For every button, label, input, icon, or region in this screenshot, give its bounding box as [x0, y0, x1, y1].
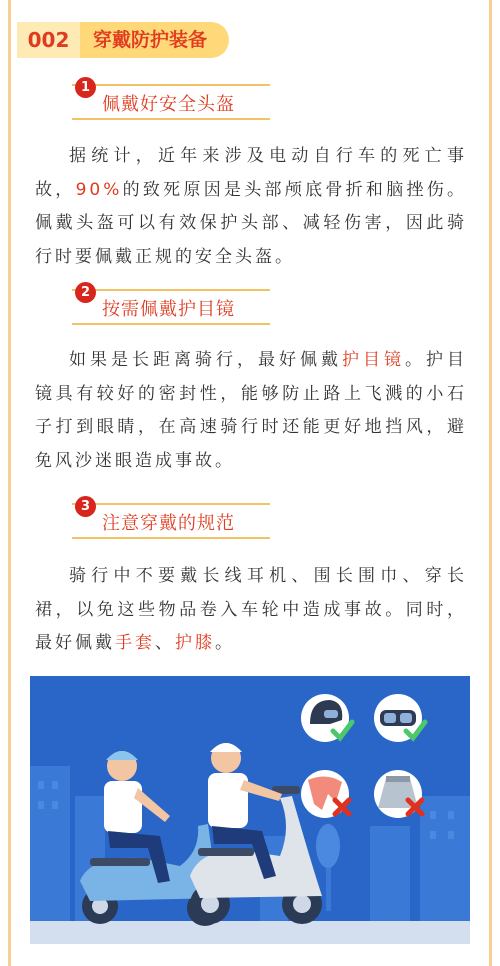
number-badge: 1	[75, 77, 96, 98]
body-text: 如果是长距离骑行，最好佩戴	[69, 350, 342, 370]
subheading-line-top	[72, 289, 270, 291]
subheading-line-bottom	[72, 323, 270, 325]
number-badge: 3	[75, 496, 96, 517]
body-text: 。护	[405, 350, 447, 370]
subheading-title: 佩戴好安全头盔	[102, 94, 235, 115]
paragraph-clothing	[35, 560, 467, 661]
subheading-clothing	[72, 499, 272, 539]
body-text: 时，最好佩戴	[35, 599, 468, 653]
subheading-line-top	[72, 503, 270, 505]
scarf-no-icon	[301, 770, 349, 818]
goggles-ok-icon	[374, 694, 425, 742]
paragraph-goggles	[35, 344, 467, 478]
highlight-text: 护目镜	[342, 350, 405, 370]
subheading-helmet	[72, 80, 272, 120]
subheading-line-bottom	[72, 537, 270, 539]
body-text: 骑行中不要戴长线耳机、围长围巾、穿长	[69, 566, 467, 586]
body-text: 故，	[35, 179, 76, 200]
highlight-text: 90%	[75, 179, 123, 200]
section-number: 002	[17, 22, 80, 58]
body-text: 的致死原因是头部颅底骨折和脑挫	[122, 179, 427, 200]
body-text: 伤。佩戴头盔可以有效保护头部、减轻伤害，	[35, 179, 468, 233]
body-text: 、	[155, 633, 175, 653]
body-text: 。	[215, 633, 235, 653]
subheading-title: 按需佩戴护目镜	[102, 299, 235, 320]
subheading-line-bottom	[72, 118, 270, 120]
paragraph-helmet	[35, 140, 467, 274]
highlight-text: 护膝	[175, 633, 215, 653]
road	[30, 921, 470, 944]
body-text: 裙，以免这些物品卷入车轮中造成事故。同	[35, 599, 427, 620]
illustration-svg	[30, 676, 470, 944]
riding-illustration	[30, 676, 470, 944]
body-text: 风，避免风沙迷眼造成事故。	[35, 417, 468, 471]
section-title: 穿戴防护装备	[93, 29, 208, 51]
left-frame-border	[8, 0, 11, 966]
body-text: 小石子打到眼睛，在高速骑行时还能更好地挡	[35, 383, 468, 437]
number-badge: 2	[75, 282, 96, 303]
subheading-line-top	[72, 84, 270, 86]
subheading-title: 注意穿戴的规范	[102, 513, 235, 534]
highlight-text: 手套	[115, 633, 155, 653]
right-frame-border	[489, 0, 492, 966]
skirt-no-icon	[374, 770, 422, 818]
body-text: 目镜具有较好的密封性，能够防止路上飞溅的	[35, 350, 467, 404]
subheading-goggles	[72, 285, 272, 325]
helmet-ok-icon	[301, 694, 352, 742]
body-text: 据统计，近年来涉及电动自行车的死亡事	[69, 146, 467, 166]
section-header	[17, 22, 229, 58]
body-text: 因此骑行时要佩戴正规的安全头盔。	[35, 213, 468, 267]
